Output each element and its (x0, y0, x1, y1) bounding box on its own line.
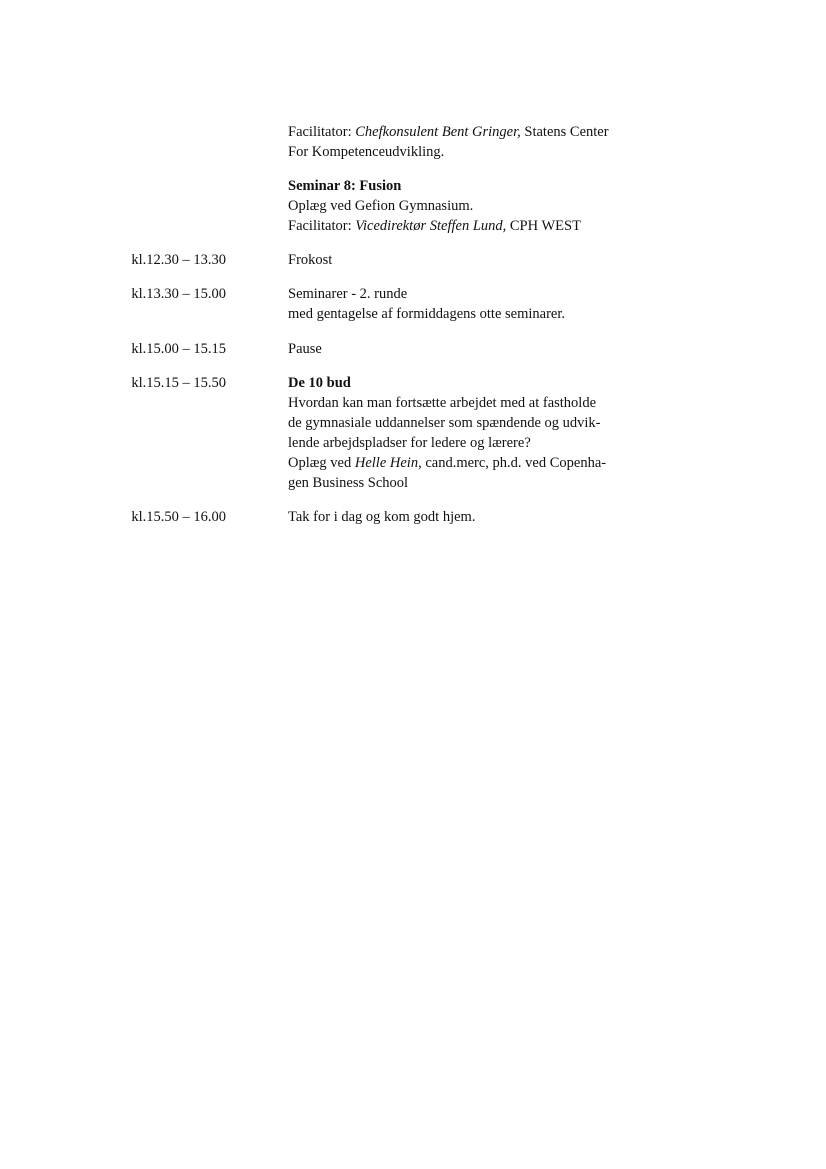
seminar-8-presenter: Oplæg ved Gefion Gymnasium. (288, 198, 474, 214)
schedule-title: Tak for i dag og kom godt hjem. (288, 509, 476, 525)
presenter-prefix: Oplæg ved (288, 455, 352, 471)
schedule-title: Seminarer - 2. runde (288, 286, 408, 302)
presenter-name: Helle Hein (354, 455, 419, 471)
schedule-item-seminars (288, 284, 648, 324)
intro-facilitator-block (288, 122, 648, 162)
facilitator-org-continued: For Kompetenceudvikling. (288, 144, 445, 160)
schedule-title: De 10 bud (288, 375, 351, 391)
schedule-time: kl.13.30 – 15.00 (131, 286, 226, 302)
schedule-item-de-10-bud (288, 373, 648, 493)
schedule-time: kl.15.00 – 15.15 (131, 341, 226, 357)
presenter-credentials: , cand.merc, ph.d. ved Copenha- (418, 455, 607, 471)
schedule-title: Pause (288, 341, 322, 357)
facilitator-label: Facilitator: (288, 218, 352, 234)
facilitator-name: Chefkonsulent Bent Gringer, (355, 124, 521, 140)
schedule-presenter-line (288, 453, 648, 473)
facilitator-org: CPH WEST (509, 218, 581, 234)
schedule-description: de gymnasiale uddannelser som spændende og udvik- (288, 415, 601, 431)
schedule-description: med gentagelse af formiddagens otte seminarer. (288, 306, 566, 322)
seminar-8-facilitator-line (288, 216, 648, 236)
schedule-item-pause (288, 339, 648, 359)
schedule-description: lende arbejdspladser for ledere og lærere? (288, 435, 531, 451)
facilitator-org: Statens Center (524, 124, 609, 140)
schedule-item-closing (288, 507, 648, 527)
schedule-description: Hvordan kan man fortsætte arbejdet med at fastholde (288, 395, 597, 411)
facilitator-name: Vicedirektør Steffen Lund, (355, 218, 507, 234)
intro-facilitator-line (288, 122, 648, 142)
schedule-description: gen Business School (288, 475, 409, 491)
schedule-time: kl.15.50 – 16.00 (131, 509, 226, 525)
schedule-time: kl.15.15 – 15.50 (131, 375, 226, 391)
schedule-time: kl.12.30 – 13.30 (131, 252, 226, 268)
seminar-8-title: Seminar 8: Fusion (288, 178, 402, 194)
facilitator-label: Facilitator: (288, 124, 352, 140)
schedule-title: Frokost (288, 252, 333, 268)
seminar-8-block (288, 176, 648, 236)
schedule-item-lunch (288, 250, 648, 270)
